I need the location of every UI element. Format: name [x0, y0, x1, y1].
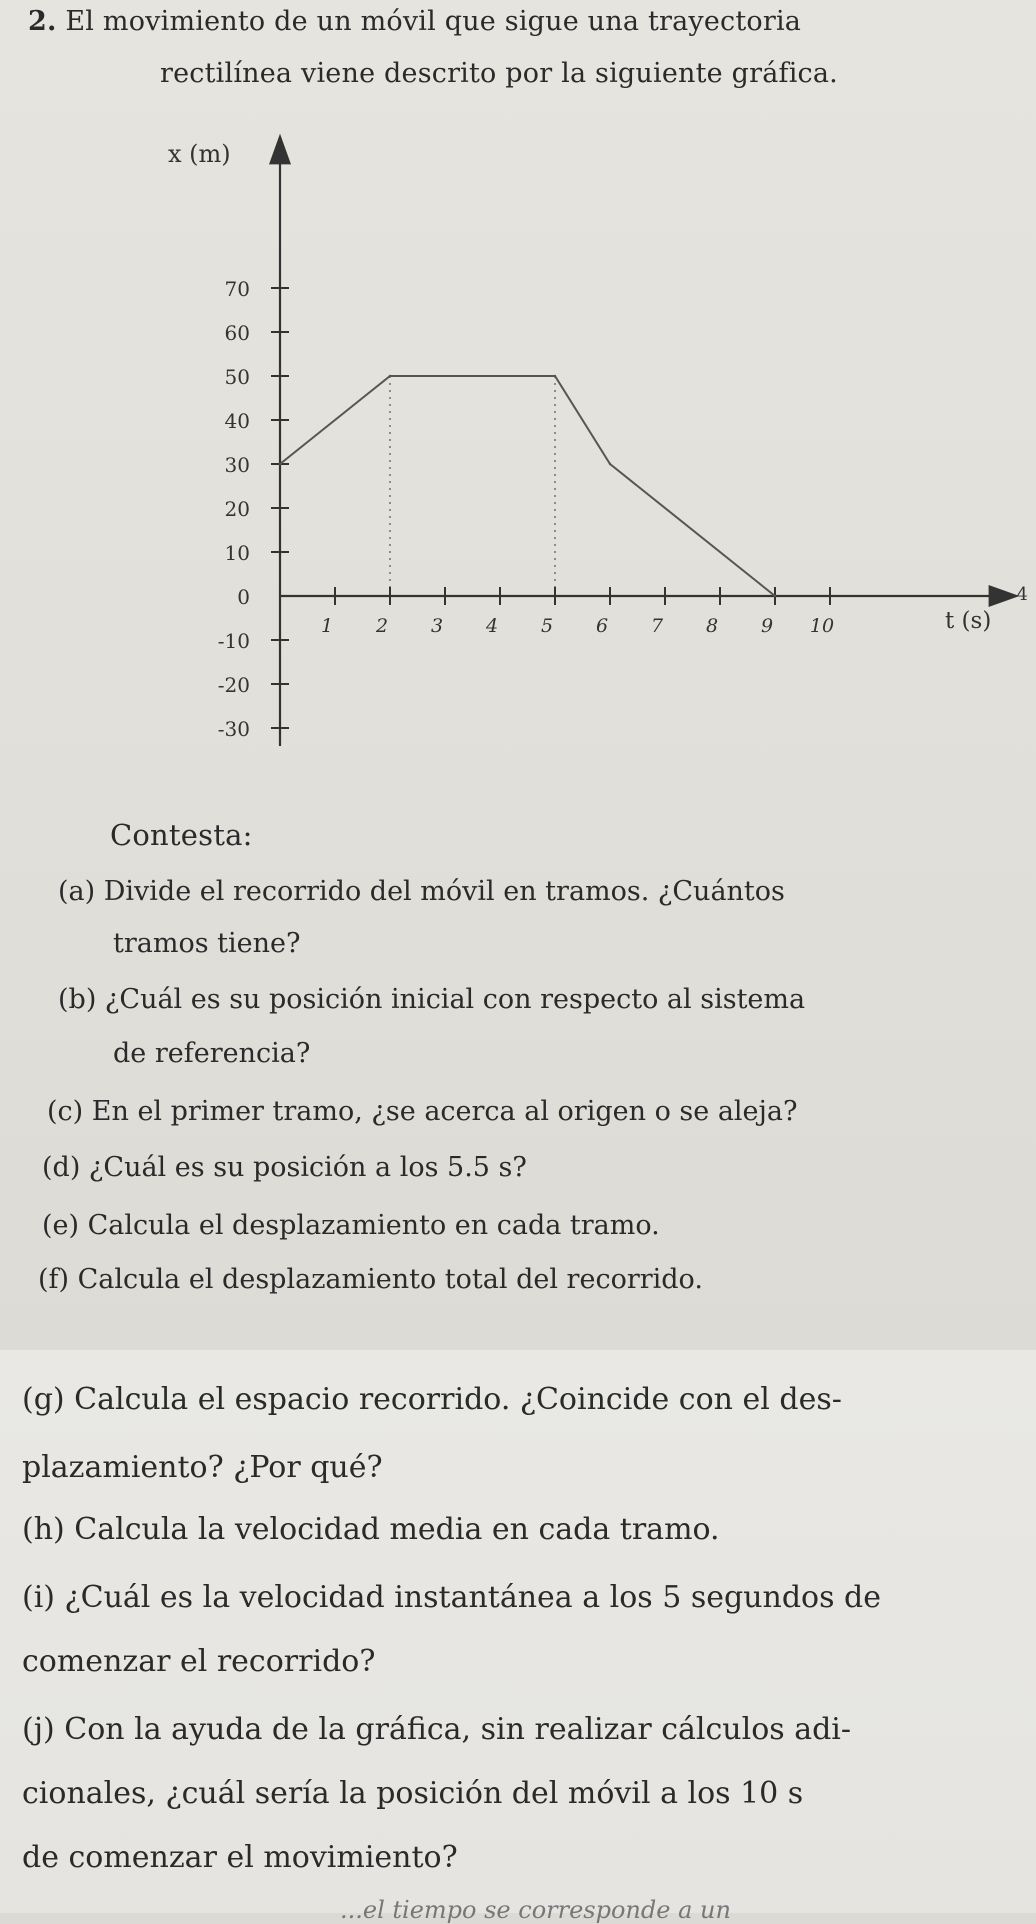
- data-point: [389, 375, 391, 377]
- x-tick-label: 2: [375, 615, 389, 637]
- y-tick-label: -30: [217, 717, 250, 741]
- y-tick-label: -20: [217, 673, 250, 697]
- y-axis-title: x (m): [168, 140, 231, 168]
- question-j-line2: cionales, ¿cuál sería la posición del móvil a los 10 s: [22, 1776, 804, 1811]
- x-tick-label: 7: [650, 615, 664, 637]
- y-tick-label: 60: [224, 321, 250, 345]
- position-time-chart: [0, 110, 1036, 910]
- question-a-line1: (a) Divide el recorrido del móvil en tramos. ¿Cuántos: [58, 876, 785, 907]
- question-c: (c) En el primer tramo, ¿se acerca al origen o se aleja?: [47, 1096, 798, 1127]
- y-tick-label: 70: [224, 277, 250, 301]
- y-tick-label: 50: [224, 365, 250, 389]
- y-tick-label: 20: [224, 497, 250, 521]
- page-lower: [0, 1350, 1036, 1913]
- problem-intro-text: El movimiento de un móvil que sigue una trayectoria: [65, 6, 802, 37]
- cut-off-text: ...el tiempo se corresponde a un: [340, 1896, 731, 1924]
- data-point: [554, 375, 556, 377]
- data-point: [279, 463, 281, 465]
- y-tick-label: 10: [224, 541, 250, 565]
- question-b-line2: de referencia?: [113, 1038, 311, 1069]
- question-g-line1: (g) Calcula el espacio recorrido. ¿Coincide con el des-: [22, 1382, 842, 1417]
- question-j-line1: (j) Con la ayuda de la gráfica, sin realizar cálculos adi-: [22, 1712, 852, 1747]
- y-tick-label: -10: [217, 629, 250, 653]
- question-b-line1: (b) ¿Cuál es su posición inicial con respecto al sistema: [58, 984, 806, 1015]
- problem-intro-line1: [28, 6, 801, 37]
- position-series-line: [280, 376, 775, 596]
- question-i-line2: comenzar el recorrido?: [22, 1644, 376, 1679]
- x-tick-label: 5: [540, 615, 554, 637]
- x-axis-title: t (s): [945, 608, 992, 634]
- x-tick-label: 3: [430, 615, 444, 637]
- contesta-heading: Contesta:: [110, 818, 253, 852]
- x-tick-label: 9: [760, 615, 774, 637]
- edge-mark: 4: [1016, 584, 1028, 605]
- x-tick-label: 6: [595, 615, 609, 637]
- x-tick-label: 8: [705, 615, 719, 637]
- x-tick-label: 1: [320, 615, 334, 637]
- data-point: [774, 595, 776, 597]
- question-a-line2: tramos tiene?: [113, 928, 301, 959]
- problem-intro-line2: rectilínea viene descrito por la siguiente gráfica.: [160, 58, 838, 89]
- question-i-line1: (i) ¿Cuál es la velocidad instantánea a los 5 segundos de: [22, 1580, 881, 1615]
- y-tick-label: 40: [224, 409, 250, 433]
- problem-number: 2.: [28, 6, 57, 37]
- y-tick-label: 30: [224, 453, 250, 477]
- question-d: (d) ¿Cuál es su posición a los 5.5 s?: [42, 1152, 527, 1183]
- x-tick-label: 4: [485, 615, 499, 637]
- x-tick-label: 10: [809, 615, 835, 637]
- question-g-line2: plazamiento? ¿Por qué?: [22, 1450, 383, 1485]
- question-j-line3: de comenzar el movimiento?: [22, 1840, 458, 1875]
- data-point: [609, 463, 611, 465]
- question-e: (e) Calcula el desplazamiento en cada tramo.: [42, 1210, 660, 1241]
- question-h: (h) Calcula la velocidad media en cada tramo.: [22, 1512, 720, 1547]
- question-f: (f) Calcula el desplazamiento total del recorrido.: [38, 1264, 703, 1295]
- y-tick-label: 0: [237, 585, 250, 609]
